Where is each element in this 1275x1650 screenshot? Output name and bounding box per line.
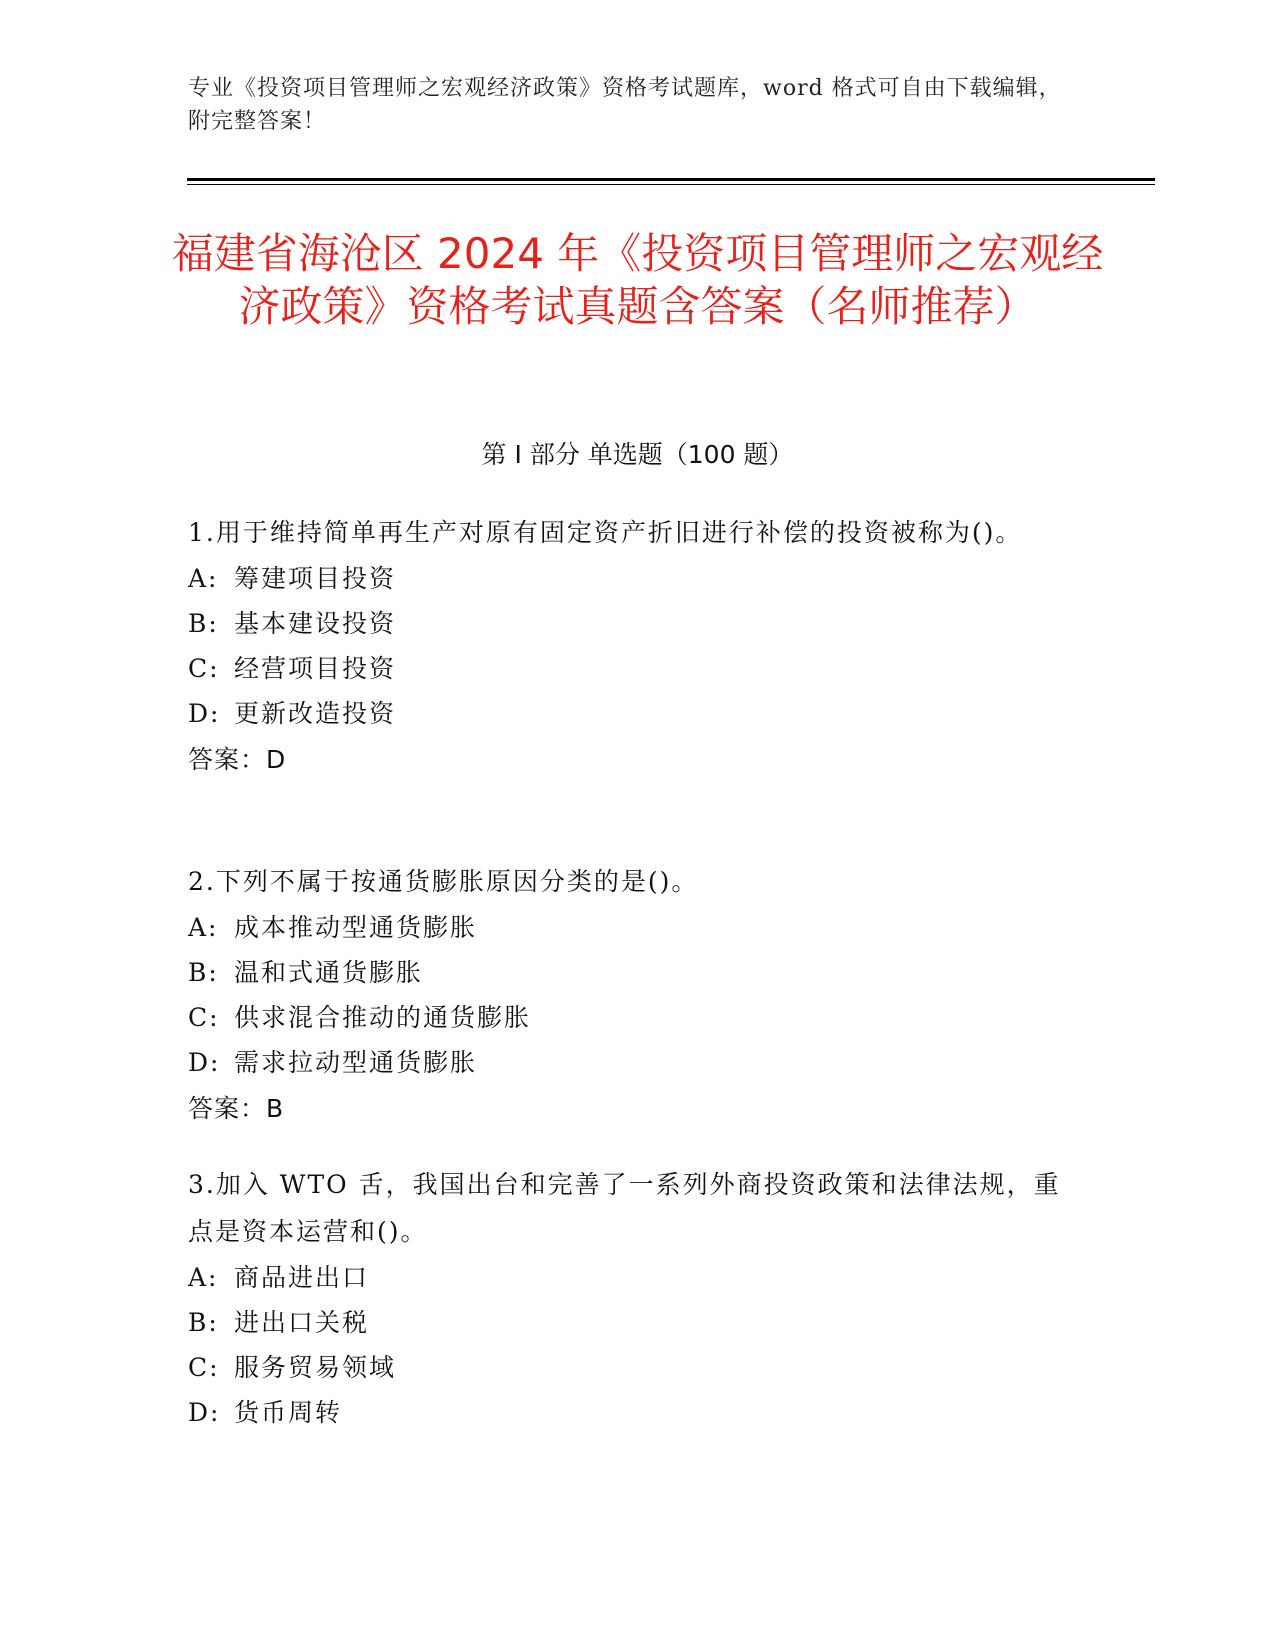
option-d	[188, 1040, 1068, 1085]
option-text: 筹建项目投资	[234, 564, 397, 593]
header-rule-thick	[187, 178, 1155, 181]
option-d	[188, 1390, 1068, 1435]
answer: 答案：D	[188, 745, 287, 774]
option-text: 供求混合推动的通货膨胀	[234, 1003, 532, 1032]
option-text: 货币周转	[234, 1398, 343, 1427]
question-1	[188, 509, 1068, 784]
option-b	[188, 601, 1068, 646]
option-text: 需求拉动型通货膨胀	[234, 1048, 478, 1077]
question-2	[188, 858, 1068, 1133]
option-c	[188, 646, 1068, 691]
option-letter: B:	[188, 609, 219, 638]
option-text: 进出口关税	[234, 1308, 370, 1337]
header-note: 专业《投资项目管理师之宏观经济政策》资格考试题库，word 格式可自由下载编辑，附完整答案！	[188, 76, 1062, 134]
header-rule-thin	[187, 184, 1155, 185]
option-text: 服务贸易领域	[234, 1353, 397, 1382]
question-stem: 1.用于维持简单再生产对原有固定资产折旧进行补偿的投资被称为()。	[188, 518, 1023, 547]
question-stem: 3.加入 WTO 舌，我国出台和完善了一系列外商投资政策和法律法规，重点是资本运营和()。	[188, 1170, 1061, 1246]
answer: 答案：B	[188, 1094, 285, 1123]
option-text: 温和式通货膨胀	[234, 958, 424, 987]
option-letter: A:	[188, 1263, 219, 1292]
option-b	[188, 950, 1068, 995]
option-c	[188, 1345, 1068, 1390]
option-text: 基本建设投资	[234, 609, 397, 638]
option-a	[188, 905, 1068, 950]
option-letter: D:	[188, 699, 221, 728]
question-3	[188, 1161, 1068, 1435]
option-letter: C:	[188, 1353, 220, 1382]
option-c	[188, 995, 1068, 1040]
option-letter: B:	[188, 958, 219, 987]
option-text: 成本推动型通货膨胀	[234, 913, 478, 942]
option-letter: C:	[188, 654, 220, 683]
option-text: 经营项目投资	[234, 654, 397, 683]
option-a	[188, 1255, 1068, 1300]
section-heading: 第 I 部分 单选题（100 题）	[481, 440, 794, 469]
document-title: 福建省海沧区 2024 年《投资项目管理师之宏观经济政策》资格考试真题含答案（名师推荐）	[171, 229, 1104, 331]
option-d	[188, 691, 1068, 736]
option-letter: A:	[188, 564, 219, 593]
option-letter: C:	[188, 1003, 220, 1032]
option-a	[188, 556, 1068, 601]
question-stem: 2.下列不属于按通货膨胀原因分类的是()。	[188, 867, 699, 896]
option-text: 商品进出口	[234, 1263, 370, 1292]
option-letter: A:	[188, 913, 219, 942]
option-letter: B:	[188, 1308, 219, 1337]
option-letter: D:	[188, 1398, 221, 1427]
option-text: 更新改造投资	[234, 699, 397, 728]
option-b	[188, 1300, 1068, 1345]
option-letter: D:	[188, 1048, 221, 1077]
